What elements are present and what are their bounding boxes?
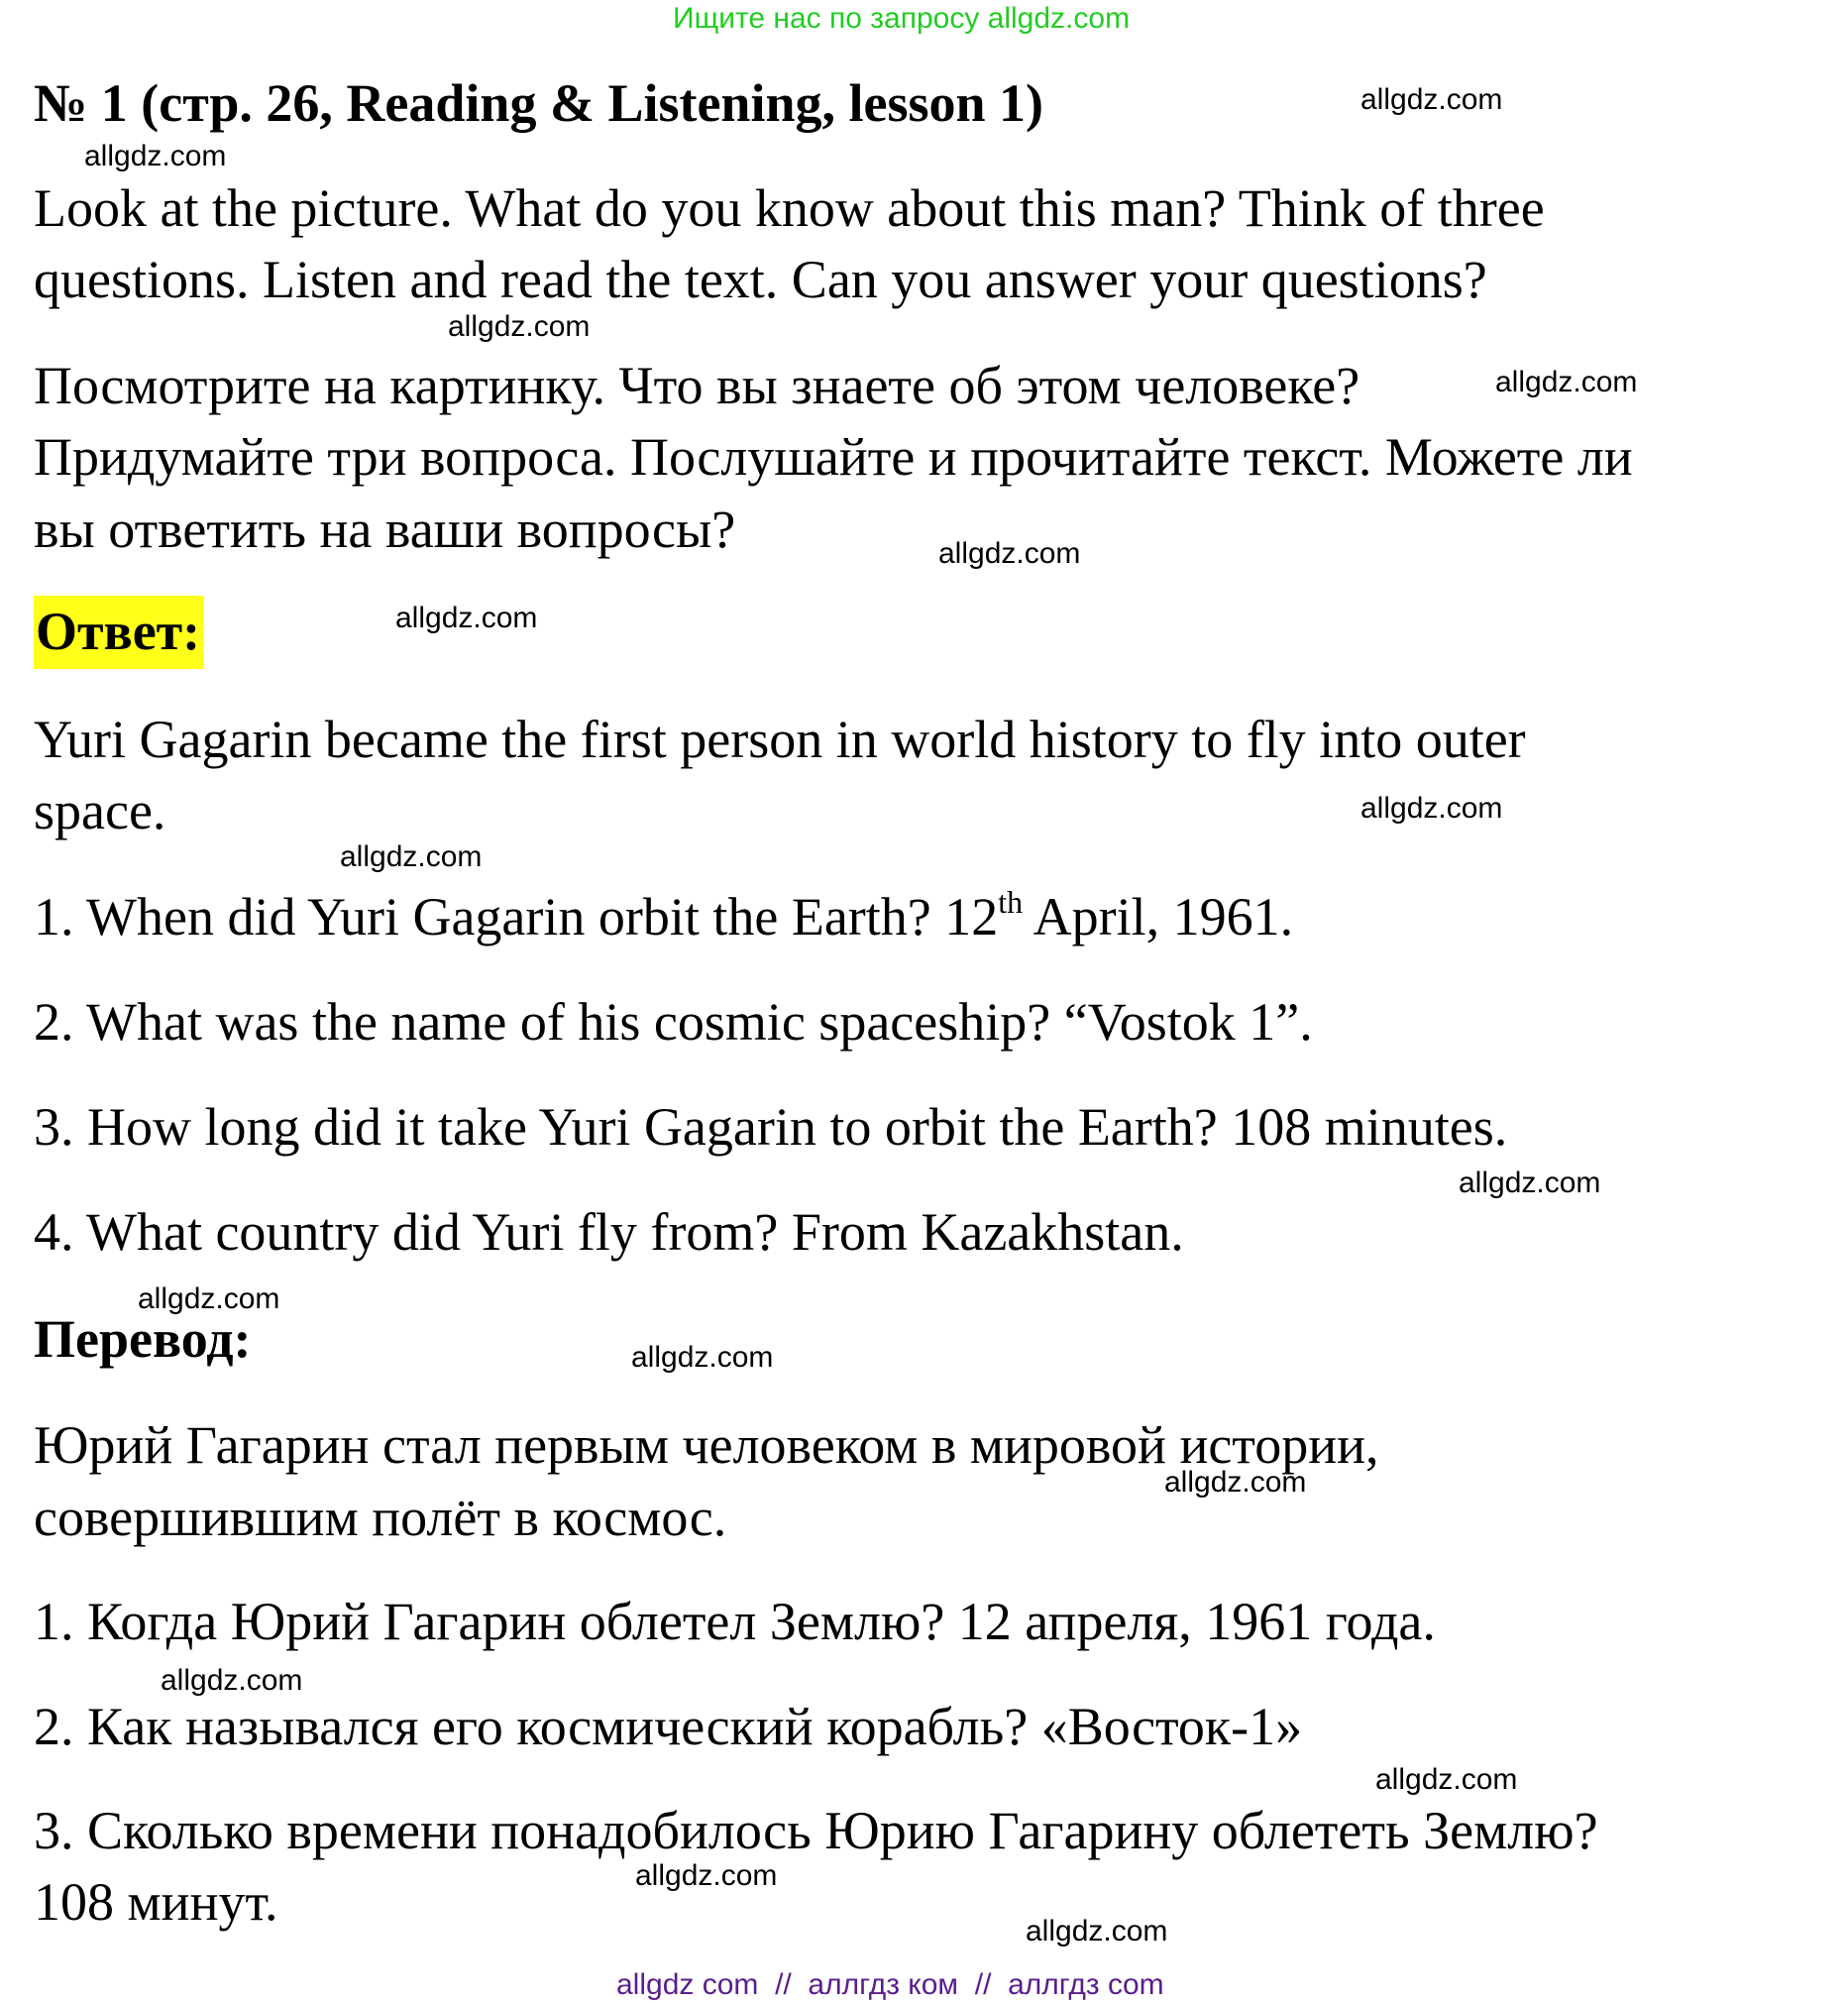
translation-3-line-2: 108 минут.: [34, 1872, 278, 1932]
watermark: allgdz.com: [1495, 366, 1638, 398]
task-ru-line-3: вы ответить на ваши вопросы?: [34, 500, 736, 559]
task-en-line-2: questions. Listen and read the text. Can you answer your questions?: [34, 250, 1487, 309]
watermark: allgdz.com: [1026, 1915, 1168, 1947]
translation-3-line-1: 3. Сколько времени понадобилось Юрию Гагарину облететь Землю?: [34, 1801, 1598, 1860]
watermark: allgdz.com: [84, 140, 227, 172]
watermark: allgdz.com: [448, 310, 591, 343]
watermark: allgdz.com: [938, 537, 1081, 570]
answer-label-text: Ответ:: [34, 596, 204, 669]
watermark: allgdz.com: [1360, 83, 1503, 116]
watermark: allgdz.com: [1164, 1466, 1307, 1499]
translation-intro-line-1: Юрий Гагарин стал первым человеком в мировой истории,: [34, 1415, 1379, 1475]
task-ru-line-2: Придумайте три вопроса. Послушайте и прочитайте текст. Можете ли: [34, 427, 1633, 487]
watermark: allgdz.com: [1375, 1763, 1518, 1796]
watermark: allgdz.com: [1459, 1167, 1601, 1199]
header-ad[interactable]: Ищите нас по запросу allgdz.com: [673, 2, 1131, 35]
answer-2: 2. What was the name of his cosmic spaceship? “Vostok 1”.: [34, 992, 1313, 1052]
watermark: allgdz.com: [631, 1341, 774, 1374]
watermark: allgdz.com: [395, 602, 538, 634]
watermark: allgdz.com: [635, 1859, 778, 1892]
answer-intro-line-1: Yuri Gagarin became the first person in world history to fly into outer: [34, 710, 1526, 769]
answer-label: [34, 602, 204, 661]
translation-label: Перевод:: [34, 1309, 252, 1369]
task-ru-line-1: Посмотрите на картинку. Что вы знаете об этом человеке?: [34, 356, 1360, 415]
task-en-line-1: Look at the picture. What do you know about this man? Think of three: [34, 178, 1545, 238]
translation-2: 2. Как назывался его космический корабль? «Восток-1»: [34, 1697, 1303, 1756]
watermark: allgdz.com: [340, 840, 483, 873]
answer-intro-line-2: space.: [34, 781, 166, 840]
answer-4: 4. What country did Yuri fly from? From Kazakhstan.: [34, 1202, 1184, 1262]
page-title: № 1 (стр. 26, Reading & Listening, lesson 1): [34, 73, 1044, 133]
answer-1-text: 1. When did Yuri Gagarin orbit the Earth? 12: [34, 887, 999, 946]
watermark: allgdz.com: [138, 1282, 280, 1315]
footer-links[interactable]: allgdz com // аллгдз ком // аллгдз com: [616, 1968, 1164, 2001]
translation-1: 1. Когда Юрий Гагарин облетел Землю? 12 апреля, 1961 года.: [34, 1592, 1436, 1651]
translation-intro-line-2: совершившим полёт в космос.: [34, 1488, 727, 1547]
answer-1-date: April, 1961.: [1023, 887, 1294, 946]
answer-1: [34, 884, 1294, 946]
watermark: allgdz.com: [161, 1664, 303, 1697]
answer-3: 3. How long did it take Yuri Gagarin to orbit the Earth? 108 minutes.: [34, 1097, 1508, 1157]
watermark: allgdz.com: [1360, 792, 1503, 825]
answer-1-sup: th: [998, 884, 1024, 920]
